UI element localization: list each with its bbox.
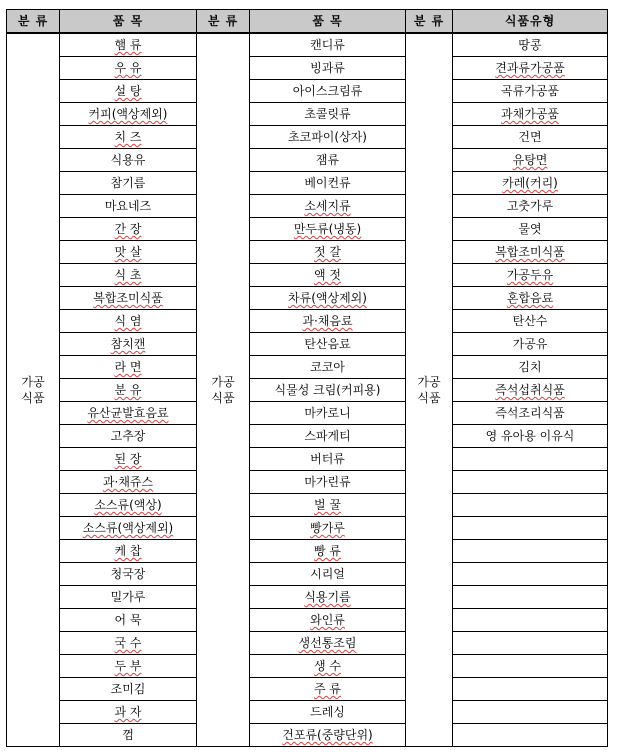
food-type-cell [453, 80, 608, 103]
cell-text: 초코파이(상자) [288, 130, 367, 144]
food-type-cell [453, 494, 608, 517]
cell-text: 땅콩 [518, 38, 542, 52]
cell-text: 분 유 [114, 383, 142, 397]
header-food-type: 식품유형 [453, 10, 608, 34]
cell-text: 물엿 [518, 222, 542, 236]
cell-text: 유산균발효음료 [87, 406, 169, 420]
cell-text: 탄산음료 [304, 337, 351, 351]
header-item-1: 품 목 [60, 10, 197, 34]
item-cell [250, 540, 406, 563]
item-cell [60, 264, 197, 287]
item-cell [60, 586, 197, 609]
category-cell-2: 가공 식품 [197, 33, 250, 747]
cell-text: 빵 류 [314, 544, 341, 558]
item-cell [250, 724, 406, 747]
cell-text: 베이컨류 [304, 176, 351, 190]
item-cell [60, 494, 197, 517]
table-row [7, 103, 608, 126]
cell-text: 간 장 [114, 222, 142, 236]
item-cell [250, 264, 406, 287]
cell-text: 식용기름 [304, 590, 351, 604]
food-type-cell [453, 356, 608, 379]
food-type-cell [453, 586, 608, 609]
food-type-cell [453, 517, 608, 540]
cell-text: 잼류 [315, 153, 340, 167]
table-row [7, 379, 608, 402]
cell-text: 빵가루 [310, 521, 345, 535]
cell-text: 즉석조리식품 [495, 406, 565, 420]
item-cell [250, 494, 406, 517]
item-cell [60, 33, 197, 57]
cell-text: 커피(액상제외) [88, 107, 168, 121]
cell-text: 참치캔 [110, 337, 146, 351]
cell-text: 버터류 [310, 452, 345, 466]
table-row [7, 563, 608, 586]
food-type-cell [453, 218, 608, 241]
cell-text: 과채가공품 [501, 107, 559, 121]
cell-text: 햄 류 [114, 38, 142, 52]
food-type-cell [453, 609, 608, 632]
cell-text: 건포류(중량단위) [282, 728, 373, 742]
item-cell [250, 80, 406, 103]
table-row [7, 57, 608, 80]
food-type-cell [453, 540, 608, 563]
cell-text: 복합조미식품 [495, 245, 565, 259]
food-type-cell [453, 655, 608, 678]
cell-text: 탄산수 [512, 314, 548, 328]
item-cell [60, 517, 197, 540]
table-row [7, 264, 608, 287]
table-row [7, 195, 608, 218]
cell-text: 생선통조림 [298, 636, 357, 650]
table-row [7, 655, 608, 678]
food-type-cell [453, 425, 608, 448]
food-type-cell [453, 701, 608, 724]
cell-text: 생 수 [314, 659, 341, 673]
item-cell [250, 195, 406, 218]
item-cell [60, 425, 197, 448]
item-cell [60, 310, 197, 333]
cell-text: 카레(커리) [502, 176, 558, 190]
item-cell [250, 701, 406, 724]
cell-text: 가공두유 [506, 268, 554, 282]
item-cell [250, 126, 406, 149]
item-cell [250, 586, 406, 609]
item-cell [250, 402, 406, 425]
item-cell [60, 655, 197, 678]
cell-text: 케 찹 [114, 544, 142, 558]
table-row [7, 80, 608, 103]
category-cell-1: 가공 식품 [7, 33, 60, 747]
item-cell [60, 724, 197, 747]
table-row [7, 632, 608, 655]
item-cell [60, 195, 197, 218]
cell-text: 빙과류 [310, 61, 345, 75]
cell-text: 마가린류 [304, 475, 351, 489]
cell-text: 고추장 [110, 429, 146, 443]
cell-text: 견과류가공품 [495, 61, 565, 75]
header-category-3: 분 류 [406, 10, 453, 34]
cell-text: 치 즈 [114, 130, 142, 144]
table-row [7, 126, 608, 149]
table-row [7, 609, 608, 632]
item-cell [60, 241, 197, 264]
item-cell [250, 448, 406, 471]
header-item-2: 품 목 [250, 10, 406, 34]
item-cell [250, 379, 406, 402]
food-type-cell [453, 402, 608, 425]
food-type-cell [453, 195, 608, 218]
cell-text: 주 류 [314, 682, 341, 696]
cell-text: 김치 [518, 360, 542, 374]
item-cell [60, 80, 197, 103]
header-row [7, 10, 608, 34]
cell-text: 액 젓 [314, 268, 341, 282]
item-cell [60, 126, 197, 149]
item-cell [250, 149, 406, 172]
item-cell [250, 609, 406, 632]
cell-text: 국 수 [114, 636, 142, 650]
food-type-cell [453, 563, 608, 586]
food-type-cell [453, 103, 608, 126]
item-cell [60, 678, 197, 701]
table-row [7, 218, 608, 241]
table-row [7, 448, 608, 471]
item-cell [60, 57, 197, 80]
cell-text: 라 면 [114, 360, 142, 374]
item-cell [60, 218, 197, 241]
cell-text: 껌 [122, 728, 134, 742]
item-cell [250, 241, 406, 264]
food-type-cell [453, 724, 608, 747]
cell-text: 젓 갈 [314, 245, 341, 259]
cell-text: 과 자 [114, 705, 142, 719]
category-cell-3: 가공 식품 [406, 33, 453, 747]
cell-text: 고춧가루 [506, 199, 554, 213]
table-row [7, 540, 608, 563]
cell-text: 식물성 크림(커피용) [274, 383, 381, 397]
item-cell [60, 632, 197, 655]
cell-text: 아이스크림류 [292, 84, 363, 98]
item-cell [60, 149, 197, 172]
food-type-cell [453, 678, 608, 701]
table-row [7, 701, 608, 724]
table-row [7, 172, 608, 195]
cell-text: 캔디류 [310, 38, 345, 52]
cell-text: 벌 꿀 [314, 498, 341, 512]
item-cell [250, 356, 406, 379]
item-cell [250, 632, 406, 655]
cell-text: 와인류 [310, 613, 345, 627]
food-type-cell [453, 471, 608, 494]
table-row [7, 356, 608, 379]
cell-text: 만두류(냉동) [293, 222, 362, 236]
item-cell [250, 172, 406, 195]
cell-text: 소스류(액상제외) [82, 521, 174, 535]
cell-text: 즉석섭취식품 [495, 383, 565, 397]
cell-text: 된 장 [114, 452, 142, 466]
cell-text: 소세지류 [304, 199, 351, 213]
cell-text: 차류(액상제외) [288, 291, 367, 305]
item-cell [60, 333, 197, 356]
table-row [7, 33, 608, 57]
item-cell [60, 563, 197, 586]
item-cell [250, 333, 406, 356]
cell-text: 건면 [518, 130, 542, 144]
table-row [7, 586, 608, 609]
item-cell [60, 540, 197, 563]
food-type-cell [453, 149, 608, 172]
item-cell [250, 218, 406, 241]
cell-text: 시리얼 [310, 567, 345, 581]
food-type-cell [453, 241, 608, 264]
item-cell [60, 448, 197, 471]
food-type-cell [453, 57, 608, 80]
item-cell [60, 609, 197, 632]
food-type-cell [453, 287, 608, 310]
item-cell [250, 471, 406, 494]
cell-text: 맛 살 [114, 245, 142, 259]
cell-text: 설 탕 [114, 84, 142, 98]
table-row [7, 287, 608, 310]
cell-text: 과·채음료 [302, 314, 353, 328]
item-cell [250, 517, 406, 540]
table-row [7, 517, 608, 540]
food-type-cell [453, 264, 608, 287]
food-classification-table [6, 9, 608, 747]
table-row [7, 494, 608, 517]
item-cell [250, 310, 406, 333]
cell-text: 혼합음료 [506, 291, 554, 305]
food-type-cell [453, 172, 608, 195]
cell-text: 어 묵 [114, 613, 142, 627]
item-cell [250, 57, 406, 80]
item-cell [250, 425, 406, 448]
item-cell [250, 678, 406, 701]
header-category-1: 분 류 [7, 10, 60, 34]
cell-text: 두 부 [114, 659, 142, 673]
item-cell [250, 655, 406, 678]
item-cell [60, 379, 197, 402]
table-row [7, 149, 608, 172]
cell-text: 가공유 [512, 337, 548, 351]
item-cell [60, 287, 197, 310]
item-cell [60, 172, 197, 195]
food-type-cell [453, 632, 608, 655]
item-cell [250, 287, 406, 310]
item-cell [60, 471, 197, 494]
cell-text: 스파게티 [304, 429, 351, 443]
cell-text: 드레싱 [310, 705, 345, 719]
cell-text: 밀가루 [110, 590, 146, 604]
food-type-cell [453, 126, 608, 149]
item-cell [60, 701, 197, 724]
cell-text: 우 유 [114, 61, 142, 75]
food-type-cell [453, 333, 608, 356]
food-type-cell [453, 379, 608, 402]
item-cell [250, 103, 406, 126]
table-row [7, 241, 608, 264]
table-row [7, 724, 608, 747]
cell-text: 곡류가공품 [501, 84, 559, 98]
cell-text: 조미김 [110, 682, 146, 696]
table-row [7, 425, 608, 448]
food-type-cell [453, 33, 608, 57]
cell-text: 과·채쥬스 [102, 475, 154, 489]
food-type-cell [453, 448, 608, 471]
table-row [7, 310, 608, 333]
cell-text: 영 유아용 이유식 [485, 429, 575, 443]
item-cell [60, 402, 197, 425]
cell-text: 청국장 [110, 567, 146, 581]
food-type-cell [453, 310, 608, 333]
table-row [7, 333, 608, 356]
item-cell [250, 33, 406, 57]
cell-text: 소스류(액상) [94, 498, 162, 512]
cell-text: 유탕면 [512, 153, 548, 167]
cell-text: 복합조미식품 [93, 291, 163, 305]
header-category-2: 분 류 [197, 10, 250, 34]
table-row [7, 678, 608, 701]
cell-text: 마요네즈 [104, 199, 152, 213]
cell-text: 초콜릿류 [304, 107, 351, 121]
cell-text: 식 염 [114, 314, 142, 328]
cell-text: 식용유 [110, 153, 146, 167]
cell-text: 코코아 [310, 360, 345, 374]
item-cell [60, 356, 197, 379]
item-cell [250, 563, 406, 586]
table-row [7, 471, 608, 494]
item-cell [60, 103, 197, 126]
cell-text: 참기름 [110, 176, 146, 190]
table-row [7, 402, 608, 425]
cell-text: 식 초 [114, 268, 142, 282]
cell-text: 마카로니 [304, 406, 351, 420]
